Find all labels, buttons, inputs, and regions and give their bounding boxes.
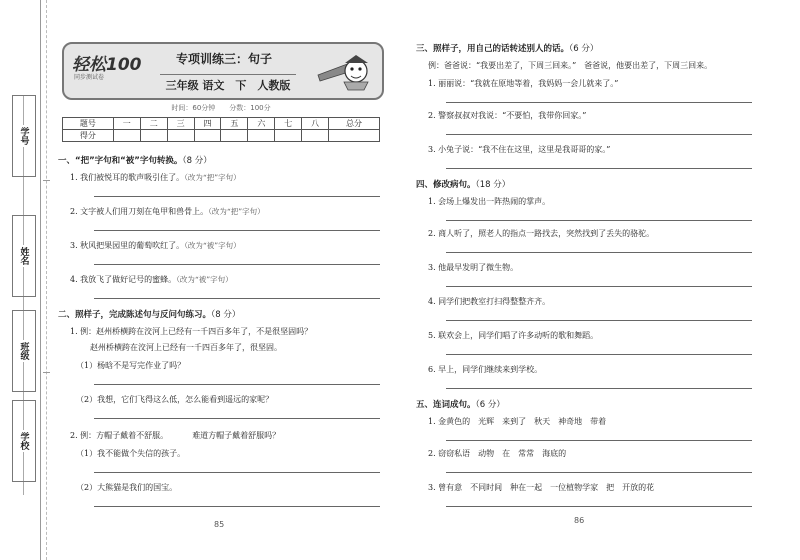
section-4-heading: [416, 178, 510, 190]
sidebar-field-class: [12, 310, 36, 392]
answer-line[interactable]: [94, 298, 380, 299]
question-3-2: 2. 警察叔叔对我说：“不要怕，我带你回家。”: [428, 111, 587, 120]
answer-line[interactable]: [94, 384, 380, 385]
answer-line[interactable]: [446, 102, 752, 103]
question-2-1-2: （2）我想，它们飞得这么低，怎么能看到遥远的家呢？: [76, 395, 274, 404]
score-cell: 三: [167, 118, 194, 130]
score-blank[interactable]: [113, 130, 140, 142]
score-blank[interactable]: [221, 130, 248, 142]
sidebar-label-name: 姓名: [18, 247, 29, 265]
example-2-2: [70, 430, 280, 441]
fold-line: [46, 0, 47, 560]
example-2-1-answer: 赵州桥横跨在洨河上已经有一千四百多年了，很坚固。: [90, 343, 282, 352]
score-blank[interactable]: [275, 130, 302, 142]
section-title: 二、照样子，完成陈述句与反问句练习。: [58, 310, 212, 320]
brand-logo: 轻松100: [72, 55, 142, 75]
answer-line[interactable]: [446, 168, 752, 169]
answer-line[interactable]: [94, 264, 380, 265]
question-2-2-2: （2）大熊猫是我们的国宝。: [76, 483, 178, 492]
answer-line[interactable]: [446, 472, 752, 473]
score-blank[interactable]: [248, 130, 275, 142]
exam-meta: 时间：60分钟 分数：100分: [171, 104, 271, 112]
question-hint: （改为“把”字句）: [184, 173, 241, 182]
score-cell: 总分: [329, 118, 380, 130]
question-text: 4. 我放飞了做好记号的蜜蜂。: [70, 275, 177, 284]
answer-line[interactable]: [94, 418, 380, 419]
section-points: （8 分）: [211, 310, 241, 320]
question-hint: （改为“把”字句）: [208, 207, 265, 216]
question-1-4: [70, 274, 233, 285]
score-table-header-row: [63, 118, 380, 130]
question-text: 3. 秋风把果园里的葡萄吹红了。: [70, 241, 185, 250]
fold-tick: [43, 180, 50, 181]
brand-subtitle: 同步测试卷: [74, 74, 105, 81]
section-points: （8 分）: [182, 156, 212, 166]
question-4-6: 6. 早上，同学们继续来到学校。: [428, 365, 543, 374]
question-3-3: 3. 小兔子说：“我不住在这里，这里是我哥哥的家。”: [428, 145, 611, 154]
section-title: 四、修改病句。: [416, 180, 476, 190]
score-blank[interactable]: [329, 130, 380, 142]
question-4-2: 2. 商人听了，照老人的指点一路找去，突然找到了丢失的骆驼。: [428, 229, 655, 238]
answer-line[interactable]: [446, 388, 752, 389]
score-cell: 得分: [63, 130, 114, 142]
question-hint: （改为“被”字句）: [184, 241, 241, 250]
question-5-2: 2. 窃窃私语 动物 在 常常 海底的: [428, 449, 567, 458]
example-2-1: 1. 例：赵州桥横跨在洨河上已经有一千四百多年了，不是很坚固吗？: [70, 327, 313, 336]
example-3: 例：爸爸说：“我要出差了，下周三回来。” 爸爸说，他要出差了，下周三回来。: [428, 61, 713, 70]
header-banner: [62, 42, 384, 100]
right-page: [410, 0, 760, 560]
answer-line[interactable]: [446, 134, 752, 135]
score-cell: 四: [194, 118, 221, 130]
question-text: 1. 我们被悦耳的歌声吸引住了。: [70, 173, 185, 182]
question-4-4: 4. 同学们把教室打扫得整整齐齐。: [428, 297, 551, 306]
answer-line[interactable]: [446, 220, 752, 221]
question-1-3: [70, 240, 241, 251]
score-blank[interactable]: [302, 130, 329, 142]
question-4-1: 1. 会场上爆发出一阵热闹的掌声。: [428, 197, 551, 206]
section-5-heading: [416, 398, 505, 410]
answer-line[interactable]: [94, 472, 380, 473]
answer-line[interactable]: [94, 196, 380, 197]
question-1-2: [70, 206, 265, 217]
answer-line[interactable]: [446, 252, 752, 253]
mascot-icon: [316, 49, 374, 91]
question-hint: （改为“被”字句）: [176, 275, 233, 284]
sidebar-label-school: 学校: [18, 432, 29, 450]
section-title: 三、照样子，用自己的话转述别人的话。: [416, 44, 570, 54]
answer-line[interactable]: [446, 354, 752, 355]
sidebar-label-class: 班级: [18, 342, 29, 360]
section-2-heading: [58, 308, 240, 320]
question-4-3: 3. 他最早发明了微生物。: [428, 263, 519, 272]
answer-line[interactable]: [446, 320, 752, 321]
question-1-1: [70, 172, 241, 183]
left-page: [52, 0, 388, 560]
section-points: （6 分）: [475, 400, 505, 410]
score-table-score-row: [63, 130, 380, 142]
sidebar-field-name: [12, 215, 36, 297]
section-title: 五、连词成句。: [416, 400, 476, 410]
grade-subtitle: 三年级 语文 下 人教版: [160, 74, 296, 93]
sidebar-label-student-id: 学号: [18, 127, 29, 145]
score-cell: 八: [302, 118, 329, 130]
page-number-left: 85: [214, 520, 225, 529]
section-1-heading: [58, 154, 212, 166]
answer-line[interactable]: [94, 230, 380, 231]
binding-sidebar: [0, 0, 41, 560]
score-table: [62, 117, 380, 142]
example-answer: 难道方帽子戴着舒服吗？: [192, 431, 281, 440]
section-points: （6 分）: [569, 44, 599, 54]
score-cell: 五: [221, 118, 248, 130]
page-title: 专项训练三：句子: [176, 52, 273, 66]
score-blank[interactable]: [194, 130, 221, 142]
score-cell: 七: [275, 118, 302, 130]
question-text: 2. 文字被人们用刀刻在龟甲和兽骨上。: [70, 207, 209, 216]
score-cell: 一: [113, 118, 140, 130]
question-4-5: 5. 联欢会上，同学们唱了许多动听的歌和舞蹈。: [428, 331, 599, 340]
score-blank[interactable]: [167, 130, 194, 142]
section-points: （18 分）: [475, 180, 511, 190]
sidebar-field-student-id: [12, 95, 36, 177]
score-cell: 二: [140, 118, 167, 130]
score-cell: 题号: [63, 118, 114, 130]
question-5-1: 1. 金黄色的 光辉 来到了 秋天 神奇地 带着: [428, 417, 607, 426]
fold-tick: [43, 372, 50, 373]
answer-line[interactable]: [446, 506, 752, 507]
section-title: 一、“把”字句和“被”字句转换。: [58, 156, 183, 166]
example-text: 2. 例：方帽子戴着不舒服。: [70, 431, 169, 440]
question-2-1-1: （1）杨晗不是写完作业了吗？: [76, 361, 186, 370]
score-blank[interactable]: [140, 130, 167, 142]
question-5-3: 3. 曾有意 不同时间 种在一起 一位植物学家 把 开放的花: [428, 483, 655, 492]
question-3-1: 1. 丽丽说：“我就在原地等着，我妈妈一会儿就来了。”: [428, 79, 619, 88]
score-cell: 六: [248, 118, 275, 130]
sidebar-field-school: [12, 400, 36, 482]
page-number-right: 86: [574, 516, 585, 525]
answer-line[interactable]: [94, 506, 380, 507]
answer-line[interactable]: [446, 286, 752, 287]
answer-line[interactable]: [446, 440, 752, 441]
section-3-heading: [416, 42, 598, 54]
question-2-2-1: （1）我不能做个失信的孩子。: [76, 449, 186, 458]
